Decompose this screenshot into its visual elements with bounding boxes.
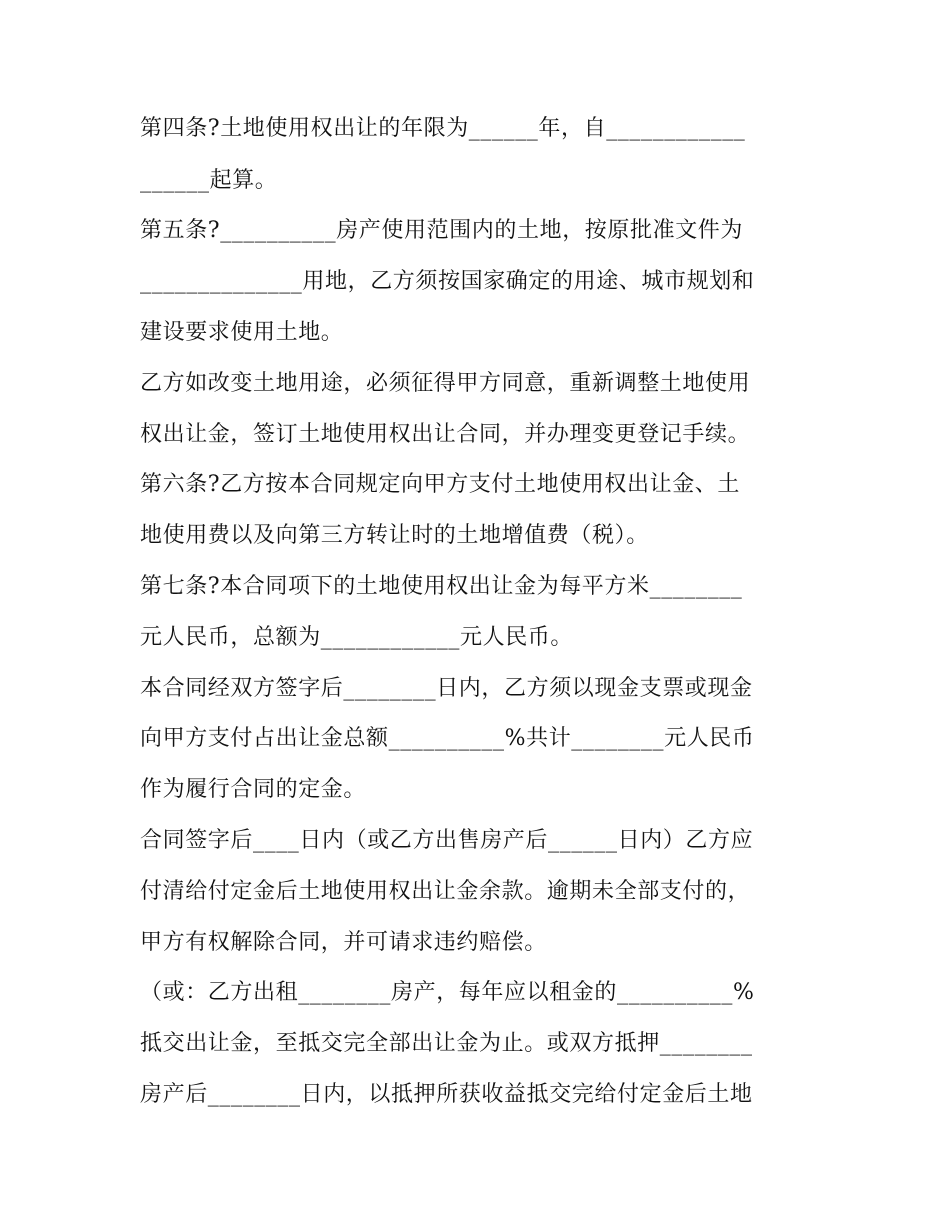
text-line-19: 抵交出让金，至抵交完全部出让金为止。或双方抵押________ xyxy=(140,1031,753,1056)
text-line-10: 第七条?本合同项下的土地使用权出让金为每平方米________ xyxy=(140,574,743,599)
text-line-3: 第五条?__________房产使用范围内的土地，按原批准文件为 xyxy=(140,218,743,243)
text-line-4: ______________用地，乙方须按国家确定的用途、城市规划和 xyxy=(140,269,755,294)
text-line-13: 向甲方支付占出让金总额__________%共计________元人民币 xyxy=(140,726,755,751)
text-line-7: 权出让金，签订土地使用权出让合同，并办理变更登记手续。 xyxy=(140,422,751,447)
text-line-16: 付清给付定金后土地使用权出让金余款。逾期未全部支付的， xyxy=(140,879,751,904)
text-line-2: ______起算。 xyxy=(140,168,278,193)
text-line-17: 甲方有权解除合同，并可请求违约赔偿。 xyxy=(140,930,547,955)
text-line-15: 合同签字后____日内（或乙方出售房产后______日内）乙方应 xyxy=(140,828,754,853)
text-line-5: 建设要求使用土地。 xyxy=(140,320,344,345)
text-line-9: 地使用费以及向第三方转让时的土地增值费（税）。 xyxy=(140,523,649,548)
text-line-6: 乙方如改变土地用途，必须征得甲方同意，重新调整土地使用 xyxy=(140,371,751,396)
text-line-11: 元人民币，总额为____________元人民币。 xyxy=(140,625,574,650)
text-line-18: （或：乙方出租________房产，每年应以租金的__________% xyxy=(140,980,755,1005)
text-line-14: 作为履行合同的定金。 xyxy=(140,777,367,802)
text-line-8: 第六条?乙方按本合同规定向甲方支付土地使用权出让金、土 xyxy=(140,472,740,497)
text-line-12: 本合同经双方签字后________日内，乙方须以现金支票或现金 xyxy=(140,676,753,701)
text-line-1: 第四条?土地使用权出让的年限为______年，自____________ xyxy=(140,116,746,141)
text-line-20: 房产后________日内，以抵押所获收益抵交完给付定金后土地 xyxy=(140,1082,753,1107)
